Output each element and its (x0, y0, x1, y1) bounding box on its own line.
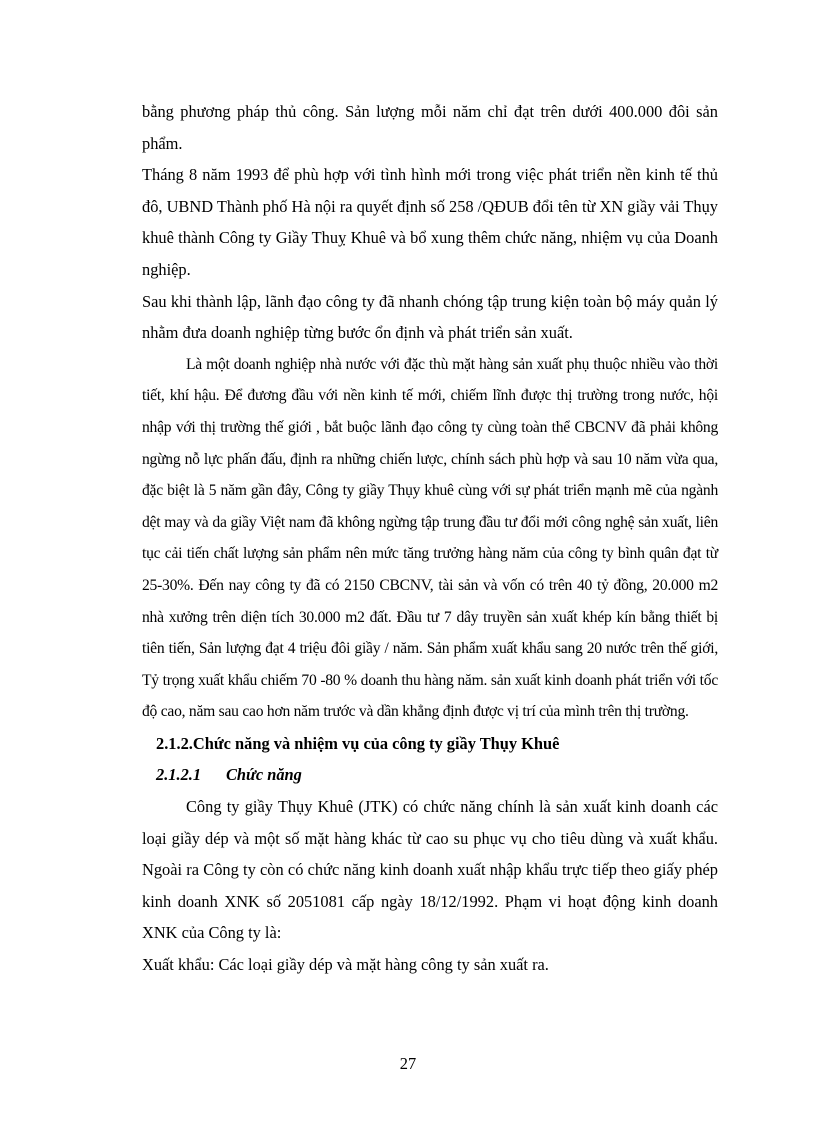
paragraph-production-output: bằng phương pháp thủ công. Sản lượng mỗi năm chỉ đạt trên dưới 400.000 đôi sản phẩm. (142, 102, 718, 153)
paragraph-after-establishment: Sau khi thành lập, lãnh đạo công ty đã nhanh chóng tập trung kiện toàn bộ máy quản lý nhằm đưa doanh nghiệp từng bước ổn định và phát triển sản xuất. (142, 291, 718, 343)
paragraph-company-growth: Là một doanh nghiệp nhà nước với đặc thù mặt hàng sản xuất phụ thuộc nhiều vào thời tiết, khí hậu. Để đương đầu với nền kinh tế mới, chiếm lĩnh được thị trường trong nước, hội nhập với thị trường thế giới , bắt buộc lãnh đạo công ty cùng toàn thể CBCNV đã phải không ngừng nỗ lực phấn đấu, định ra những chiến lược, chính sách phù hợp và sau 10 năm vừa qua, đặc biệt là 5 năm gần đây, Công ty giầy Thụy khuê cùng với sự phát triển mạnh mẽ của ngành dệt may và da giầy Việt nam đã không ngừng tập trung đầu tư đổi mới công nghệ sản xuất, liên tục cải tiến chất lượng sản phẩm nên mức tăng trưởng hàng năm của công ty bình quân đạt từ 25-30%. Đến nay công ty đã có 2150 CBCNV, tài sản và vốn có trên 40 tỷ đồng, 20.000 m2 nhà xưởng trên diện tích 30.000 m2 đất. Đầu tư 7 dây truyền sản xuất khép kín bằng thiết bị tiên tiến, Sản lượng đạt 4 triệu đôi giầy / năm. Sản phẩm xuất khẩu sang 20 nước trên thế giới, Tỷ trọng xuất khẩu chiếm 70 -80 % doanh thu hàng năm. sản xuất kinh doanh phát triển với tốc độ cao, năm sau cao hơn năm trước và dần khẳng định được vị trí của mình trên thị trường. (142, 355, 718, 721)
page-number: 27 (399, 1054, 417, 1073)
section-heading: 2.1.2.Chức năng và nhiệm vụ của công ty giầy Thụy Khuê (156, 733, 560, 753)
document-page (142, 96, 718, 981)
paragraph-renaming-decision: Tháng 8 năm 1993 để phù hợp với tình hình mới trong việc phát triển nền kinh tế thủ đô, UBND Thành phố Hà nội ra quyết định số 258 /QĐUB đổi tên từ XN giầy vải Thụy khuê thành Công ty Giầy Thuỵ Khuê và bổ xung thêm chức năng, nhiệm vụ của Doanh nghiệp. (142, 165, 718, 279)
subsection-heading (142, 759, 718, 791)
subsection-number: 2.1.2.1 (156, 765, 202, 785)
paragraph-exports: Xuất khẩu: Các loại giầy dép và mặt hàng công ty sản xuất ra. (142, 955, 549, 975)
paragraph-functions: Công ty giầy Thụy Khuê (JTK) có chức năng chính là sản xuất kinh doanh các loại giầy dép và một số mặt hàng khác từ cao su phục vụ cho tiêu dùng và xuất khẩu. Ngoài ra Công ty còn có chức năng kinh doanh xuất nhập khẩu trực tiếp theo giấy phép kinh doanh XNK số 2051081 cấp ngày 18/12/1992. Phạm vi hoạt động kinh doanh XNK của Công ty là: (142, 797, 718, 943)
subsection-title: Chức năng (226, 765, 302, 785)
